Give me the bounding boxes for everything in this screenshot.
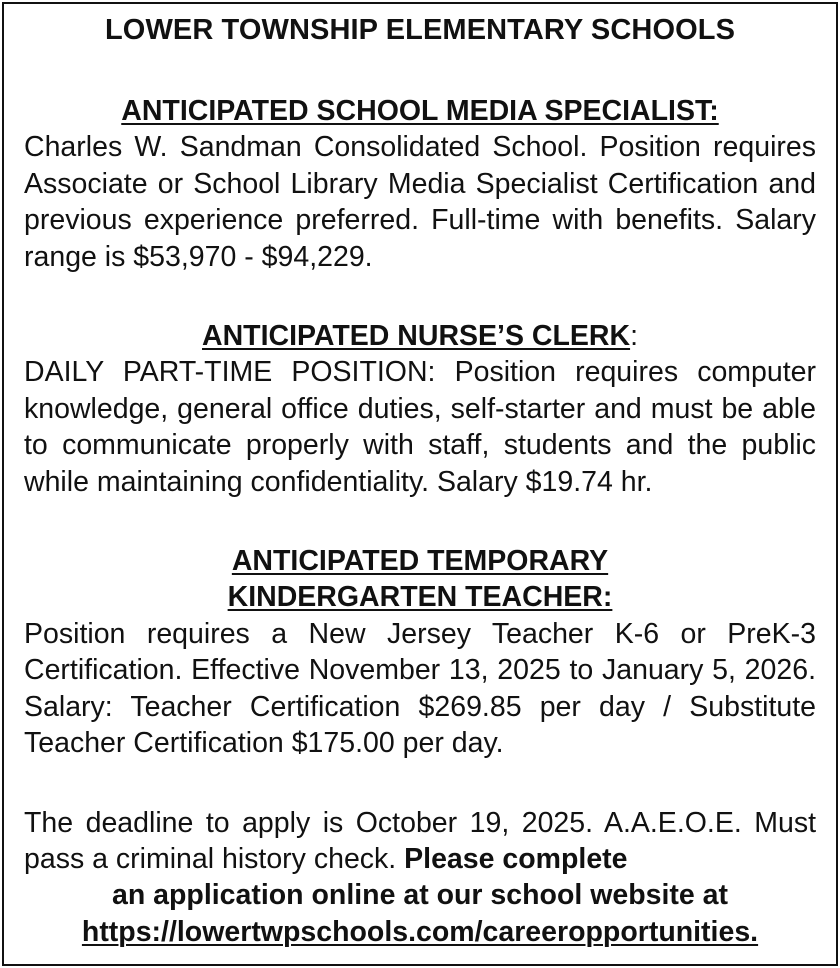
closing-section (24, 805, 816, 951)
nurses-clerk-body: DAILY PART-TIME POSITION: Position requires computer knowledge, general office duties, self-starter and must be able to communicate properly with staff, students and the public while maintaining confidentiality. Salary $19.74 hr. (24, 356, 816, 498)
media-specialist-body: Charles W. Sandman Consolidated School. Position requires Associate or School Library Media Specialist Certification and previous experience preferred. Full-time with benefits. Salary range is $53,970 - $94,229. (24, 131, 816, 273)
kindergarten-heading-line2: KINDERGARTEN TEACHER: (227, 581, 613, 614)
nurses-clerk-heading (24, 318, 816, 354)
kindergarten-heading (24, 543, 816, 616)
kindergarten-body: Position requires a New Jersey Teacher K-6 or PreK-3 Certification. Effective November 13, 2025 to January 5, 2026. Salary: Teacher Certification $269.85 per day / Substitute Teacher Certification $175.00 per day. (24, 617, 816, 760)
deadline-text: The deadline to apply is October 19, 2025. A.A.E.O.E. Must pass a criminal history check. (24, 806, 816, 875)
careers-url-link[interactable]: https://lowertwpschools.com/careeropportunities. (81, 915, 759, 948)
section-nurses-clerk (24, 318, 816, 500)
closing-text (24, 805, 816, 878)
job-posting-ad (2, 2, 838, 966)
section-media-specialist (24, 93, 816, 275)
cta-rest: an application online at our school website at (111, 879, 728, 912)
nurses-clerk-heading-colon: : (630, 320, 638, 353)
media-specialist-heading (24, 93, 816, 129)
nurses-clerk-heading-text: ANTICIPATED NURSE’S CLERK (202, 320, 631, 353)
kindergarten-heading-line1: ANTICIPATED TEMPORARY (231, 545, 609, 578)
ad-title: LOWER TOWNSHIP ELEMENTARY SCHOOLS (104, 14, 736, 46)
section-kindergarten-teacher (24, 543, 816, 761)
media-specialist-heading-text: ANTICIPATED SCHOOL MEDIA SPECIALIST: (121, 95, 719, 127)
cta-lead: Please complete (404, 842, 628, 875)
